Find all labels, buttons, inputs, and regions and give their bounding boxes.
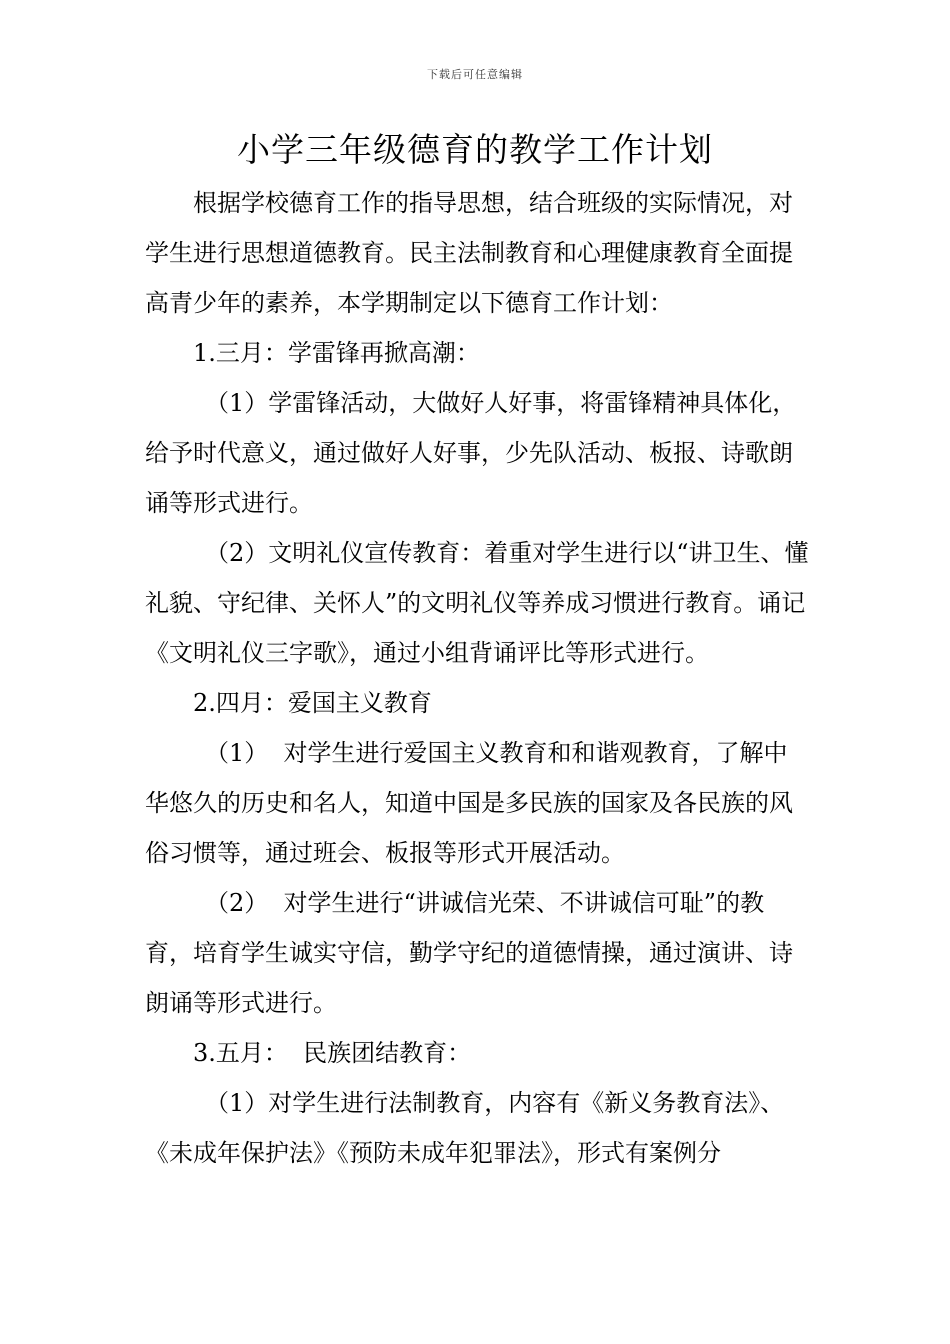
april-item-2: （2） 对学生进行“讲诚信光荣、不讲诚信可耻”的教育，培育学生诚实守信，勤学守纪的道德情操，通过演讲、诗朗诵等形式进行。: [145, 889, 793, 1017]
intro-paragraph: 根据学校德育工作的指导思想，结合班级的实际情况，对学生进行思想道德教育。民主法制教育和心理健康教育全面提高青少年的素养，本学期制定以下德育工作计划：: [145, 189, 793, 317]
may-item-1: （1）对学生进行法制教育，内容有《新义务教育法》、《未成年保护法》《预防未成年犯罪法》，形式有案例分: [145, 1089, 785, 1167]
april-item-1: （1） 对学生进行爱国主义教育和和谐观教育，了解中华悠久的历史和名人，知道中国是多民族的国家及各民族的风俗习惯等，通过班会、板报等形式开展活动。: [145, 739, 793, 867]
section-heading-may: 3.五月： 民族团结教育：: [193, 1039, 472, 1067]
document-body: [145, 178, 810, 1178]
march-item-2: （2）文明礼仪宣传教育：着重对学生进行以“讲卫生、懂礼貌、守纪律、关怀人”的文明礼仪等养成习惯进行教育。诵记《文明礼仪三字歌》，通过小组背诵评比等形式进行。: [145, 539, 809, 667]
section-heading-march: 1.三月：学雷锋再掀高潮：: [193, 339, 480, 367]
document-title: 小学三年级德育的教学工作计划: [237, 130, 713, 169]
page-header-note: 下载后可任意编辑: [427, 68, 523, 81]
march-item-1: （1）学雷锋活动，大做好人好事，将雷锋精神具体化，给予时代意义，通过做好人好事，少先队活动、板报、诗歌朗诵等形式进行。: [145, 389, 797, 517]
section-heading-april: 2.四月：爱国主义教育: [193, 689, 432, 717]
